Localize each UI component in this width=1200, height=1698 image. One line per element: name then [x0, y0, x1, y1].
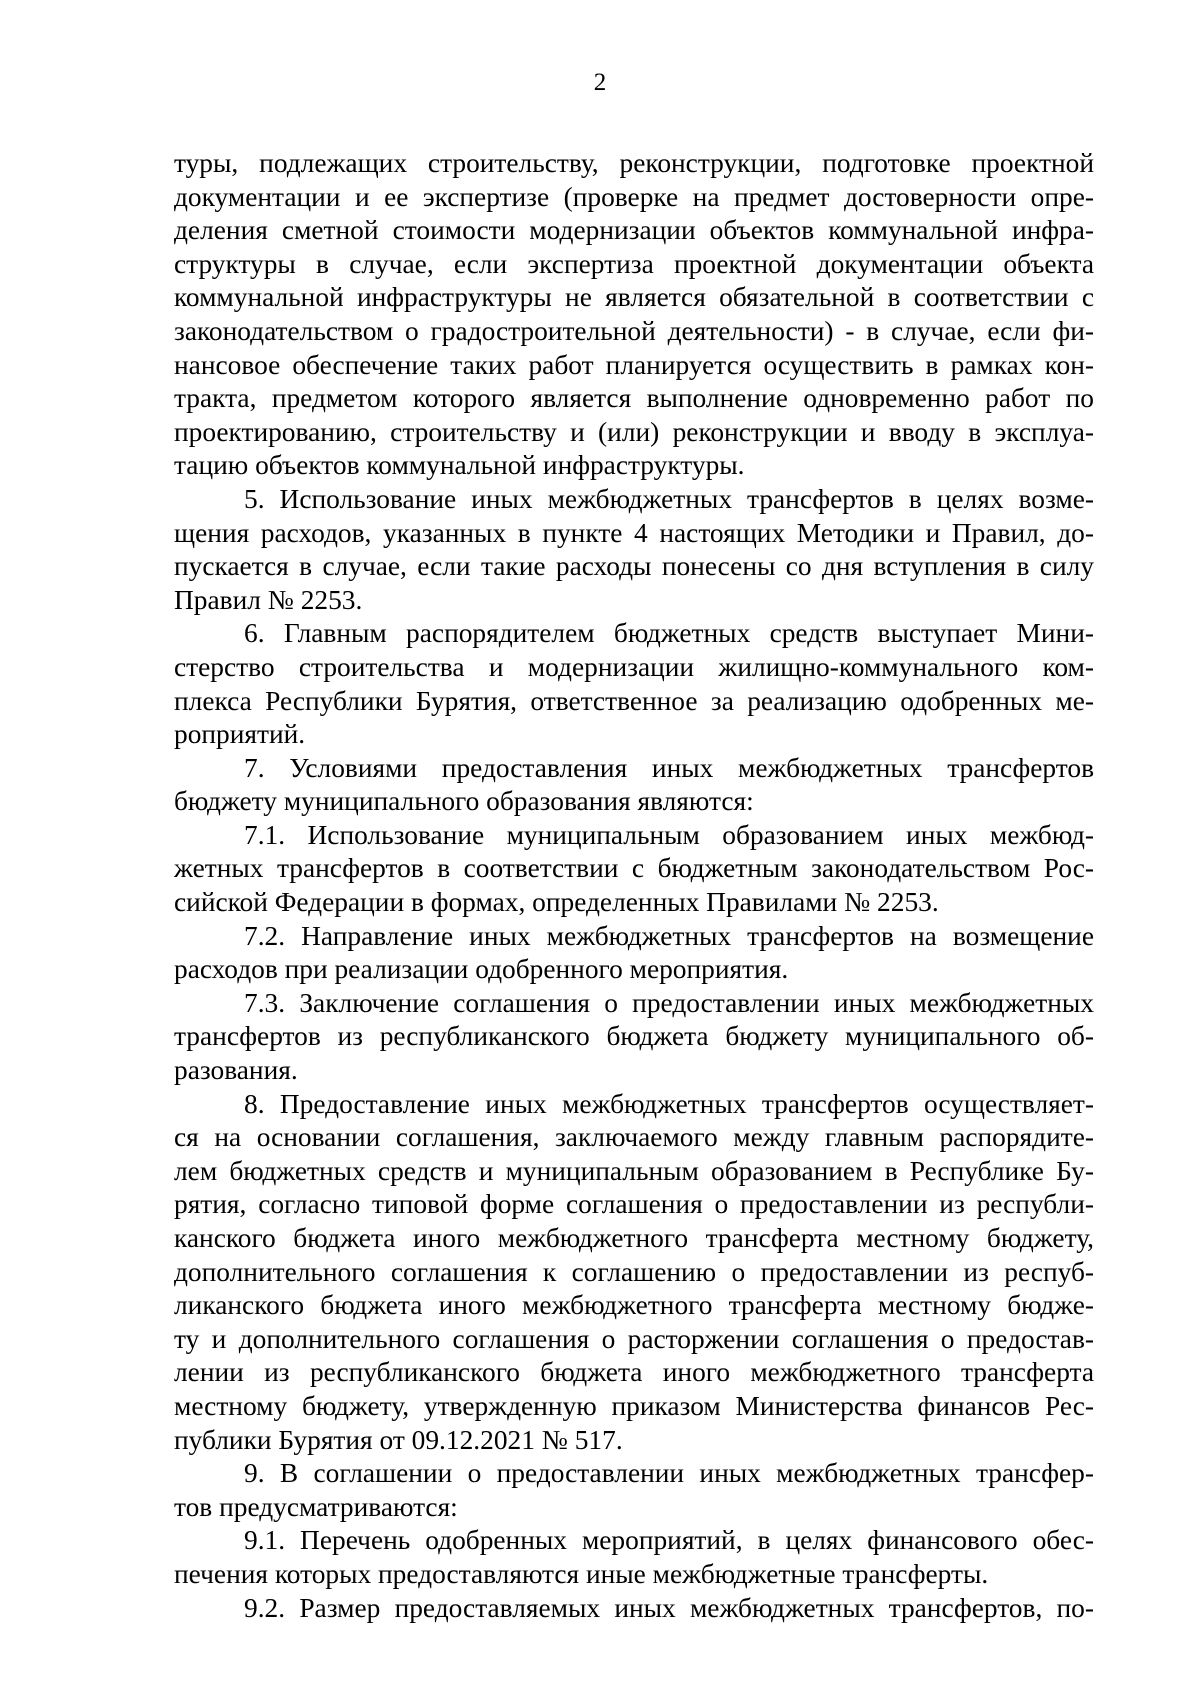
text-line: стерство строительства и модернизации жилищно-коммунального ком- — [174, 651, 1094, 682]
text-line: бюджету муниципального образования являются: — [174, 786, 754, 817]
text-line: тацию объектов коммунальной инфраструктуры. — [174, 450, 745, 481]
text-line: проектированию, строительству и (или) реконструкции и вводу в эксплуа- — [174, 416, 1094, 447]
text-line: лем бюджетных средств и муниципальным образованием в Республике Бу- — [174, 1155, 1094, 1186]
text-line: рятия, согласно типовой форме соглашения о предоставлении из республи- — [174, 1189, 1094, 1220]
text-line: деления сметной стоимости модернизации объектов коммунальной инфра- — [174, 215, 1094, 246]
text-line: местному бюджету, утвержденную приказом Министерства финансов Рес- — [174, 1390, 1094, 1421]
text-line: публики Бурятия от 09.12.2021 № 517. — [174, 1424, 623, 1455]
text-line: канского бюджета иного межбюджетного трансферта местному бюджету, — [174, 1223, 1094, 1253]
text-line: роприятий. — [174, 719, 306, 750]
text-line: 7.3. Заключение соглашения о предоставлении иных межбюджетных — [244, 987, 1094, 1018]
text-line: 5. Использование иных межбюджетных трансфертов в целях возме- — [244, 483, 1094, 514]
text-line: 9.1. Перечень одобренных мероприятий, в целях финансового обес- — [244, 1525, 1094, 1556]
text-line: туры, подлежащих строительству, реконструкции, подготовке проектной — [174, 148, 1094, 178]
text-line: нансовое обеспечение таких работ планируется осуществить в рамках кон- — [174, 349, 1094, 380]
text-line: плекса Республики Бурятия, ответственное за реализацию одобренных ме- — [174, 685, 1094, 716]
text-line: 9.2. Размер предоставляемых иных межбюджетных трансфертов, по- — [244, 1592, 1094, 1623]
text-line: ту и дополнительного соглашения о расторжении соглашения о предостав- — [174, 1323, 1094, 1354]
text-line: дополнительного соглашения к соглашению о предоставлении из респуб- — [174, 1256, 1094, 1287]
text-line: документации и ее экспертизе (проверке на предмет достоверности опре- — [174, 181, 1094, 212]
text-line: структуры в случае, если экспертиза проектной документации объекта — [174, 248, 1094, 279]
text-line: жетных трансфертов в соответствии с бюджетным законодательством Рос- — [174, 853, 1094, 884]
text-line: тракта, предметом которого является выполнение одновременно работ по — [174, 383, 1094, 414]
text-line: 7. Условиями предоставления иных межбюджетных трансфертов — [244, 752, 1094, 783]
text-line: сийской Федерации в формах, определенных Правилами № 2253. — [174, 887, 939, 918]
text-line: 8. Предоставление иных межбюджетных трансфертов осуществляет- — [244, 1088, 1094, 1119]
text-line: лении из республиканского бюджета иного межбюджетного трансферта — [174, 1357, 1094, 1388]
text-line: разования. — [174, 1055, 298, 1086]
text-line: щения расходов, указанных в пункте 4 настоящих Методики и Правил, до- — [174, 517, 1094, 548]
document-body — [174, 147, 1094, 1625]
text-line: 7.1. Использование муниципальным образованием иных межбюд- — [244, 819, 1094, 850]
text-line: 6. Главным распорядителем бюджетных средств выступает Мини- — [244, 618, 1094, 649]
text-line: печения которых предоставляются иные межбюджетные трансферты. — [174, 1558, 989, 1589]
text-line: законодательством о градостроительной деятельности) - в случае, если фи- — [174, 315, 1094, 346]
text-line: ликанского бюджета иного межбюджетного трансферта местному бюдже- — [174, 1290, 1094, 1321]
page-number: 2 — [593, 69, 607, 96]
text-line: ся на основании соглашения, заключаемого между главным распорядите- — [174, 1122, 1094, 1153]
text-line: 7.2. Направление иных межбюджетных трансфертов на возмещение — [244, 920, 1094, 951]
text-line: 9. В соглашении о предоставлении иных межбюджетных трансфер- — [244, 1458, 1094, 1489]
text-line: тов предусматриваются: — [174, 1491, 458, 1522]
text-line: Правил № 2253. — [174, 584, 363, 615]
text-line: расходов при реализации одобренного мероприятия. — [174, 954, 789, 985]
text-line: трансфертов из республиканского бюджета бюджету муниципального об- — [174, 1021, 1094, 1052]
text-line: коммунальной инфраструктуры не является обязательной в соответствии с — [174, 282, 1094, 313]
text-line: пускается в случае, если такие расходы понесены со дня вступления в силу — [174, 551, 1094, 582]
